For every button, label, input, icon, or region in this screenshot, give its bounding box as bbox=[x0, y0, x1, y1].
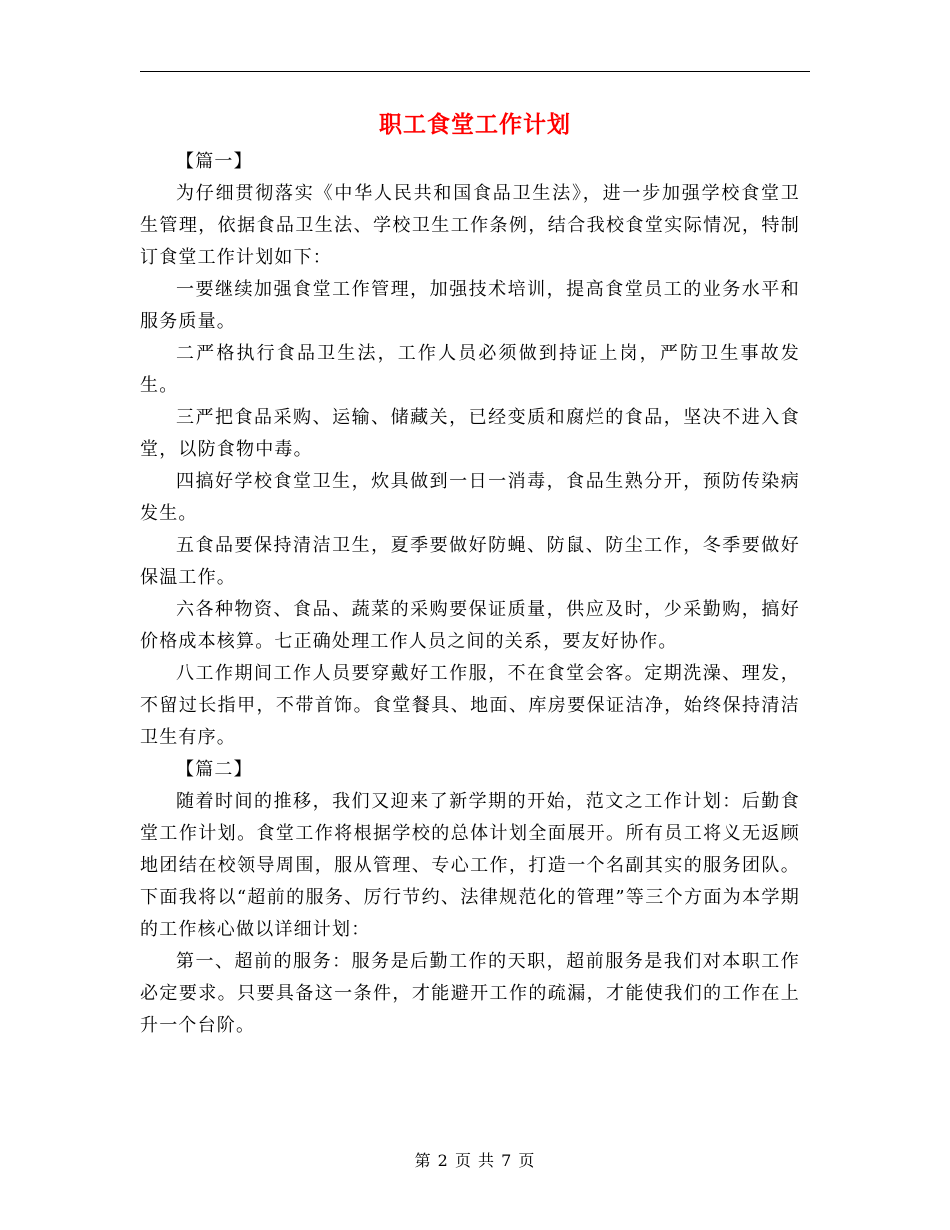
paragraph: 八工作期间工作人员要穿戴好工作服，不在食堂会客。定期洗澡、理发，不留过长指甲，不带首饰。食堂餐具、地面、库房要保证洁净，始终保持清洁卫生有序。 bbox=[140, 663, 800, 748]
document-body bbox=[140, 146, 800, 1042]
paragraph: 为仔细贯彻落实《中华人民共和国食品卫生法》，进一步加强学校食堂卫生管理，依据食品卫生法、学校卫生工作条例，结合我校食堂实际情况，特制订食堂工作计划如下： bbox=[140, 183, 800, 268]
section-heading-2: 【篇二】 bbox=[176, 759, 253, 780]
section-heading-1: 【篇一】 bbox=[176, 151, 253, 172]
paragraph: 五食品要保持清洁卫生，夏季要做好防蝇、防鼠、防尘工作，冬季要做好保温工作。 bbox=[140, 535, 800, 588]
paragraph: 随着时间的推移，我们又迎来了新学期的开始，范文之工作计划：后勤食堂工作计划。食堂工作将根据学校的总体计划全面展开。所有员工将义无返顾地团结在校领导周围，服从管理、专心工作，打造一个名副其实的服务团队。下面我将以“超前的服务、厉行节约、法律规范化的管理”等三个方面为本学期的工作核心做以详细计划： bbox=[140, 791, 800, 940]
paragraph: 六各种物资、食品、蔬菜的采购要保证质量，供应及时，少采勤购，搞好价格成本核算。七正确处理工作人员之间的关系，要友好协作。 bbox=[140, 599, 800, 652]
paragraph: 三严把食品采购、运输、储藏关，已经变质和腐烂的食品，坚决不进入食堂，以防食物中毒。 bbox=[140, 407, 800, 460]
page-title: 职工食堂工作计划 bbox=[379, 111, 571, 138]
header-rule bbox=[140, 71, 810, 72]
paragraph: 一要继续加强食堂工作管理，加强技术培训，提高食堂员工的业务水平和服务质量。 bbox=[140, 279, 800, 332]
paragraph: 第一、超前的服务：服务是后勤工作的天职，超前服务是我们对本职工作必定要求。只要具备这一条件，才能避开工作的疏漏，才能使我们的工作在上升一个台阶。 bbox=[140, 951, 800, 1036]
page-number-footer: 第 2 页 共 7 页 bbox=[414, 1151, 536, 1170]
paragraph: 二严格执行食品卫生法，工作人员必须做到持证上岗，严防卫生事故发生。 bbox=[140, 343, 800, 396]
paragraph: 四搞好学校食堂卫生，炊具做到一日一消毒，食品生熟分开，预防传染病发生。 bbox=[140, 471, 800, 524]
